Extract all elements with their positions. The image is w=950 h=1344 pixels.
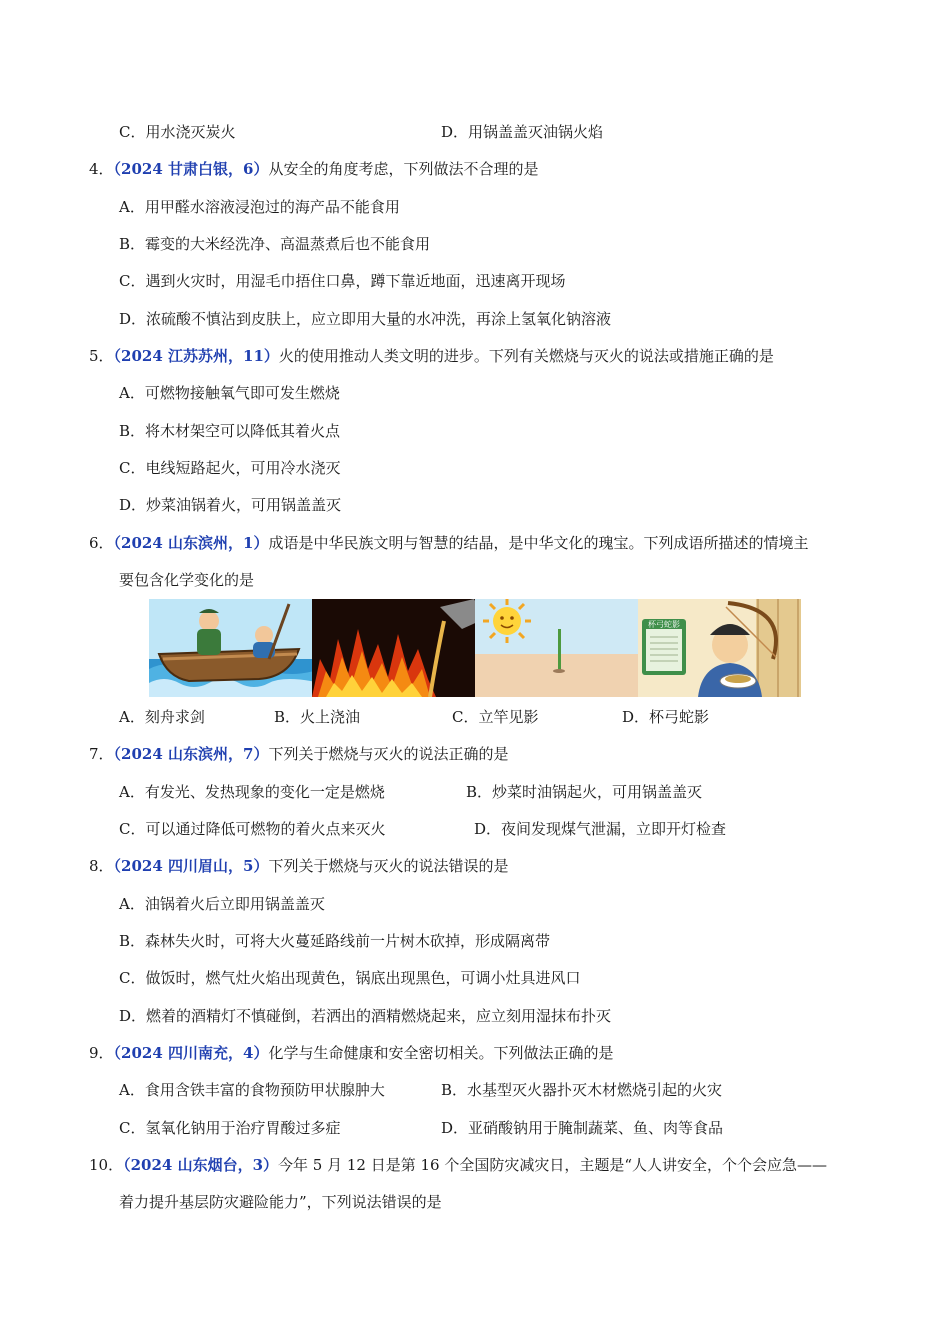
question-number: 7． (89, 745, 114, 763)
question-8 (89, 856, 508, 876)
question-4 (89, 159, 538, 179)
q5-option-d: D．炒菜油锅着火，可用锅盖盖灭 (119, 496, 342, 514)
q9-option-b: B．水基型灭火器扑灭木材燃烧引起的火灾 (441, 1081, 723, 1099)
q8-option-a: A．油锅着火后立即用锅盖盖灭 (119, 895, 325, 913)
q3-option-c: C．用水浇灭炭火 (119, 123, 236, 141)
q7-option-b: B．炒菜时油锅起火，可用锅盖盖灭 (466, 783, 703, 801)
q6-option-d: D．杯弓蛇影 (622, 708, 710, 726)
q7-option-c: C．可以通过降低可燃物的着火点来灭火 (119, 820, 386, 838)
question-source: （2024 山东滨州，1） (113, 534, 269, 552)
bow-snake-image (638, 599, 801, 697)
q6-option-c: C．立竿见影 (452, 708, 539, 726)
q6-option-a: A．刻舟求剑 (119, 708, 205, 726)
q4-option-d: D．浓硫酸不慎沾到皮肤上，应立即用大量的水冲洗，再涂上氢氧化钠溶液 (119, 310, 612, 328)
question-stem: 下列关于燃烧与灭火的说法正确的是 (268, 745, 509, 763)
question-6 (89, 533, 808, 553)
q8-option-b: B．森林失火时，可将大火蔓延路线前一片树木砍掉，形成隔离带 (119, 932, 551, 950)
q7-option-d: D．夜间发现煤气泄漏，立即开灯检查 (474, 820, 727, 838)
question-stem: 从安全的角度考虑，下列做法不合理的是 (268, 160, 539, 178)
question-9 (89, 1043, 613, 1063)
question-number: 10． (89, 1156, 124, 1174)
sun-pole-image (475, 599, 638, 697)
question-source: （2024 甘肃白银，6） (113, 160, 269, 178)
question-source: （2024 江苏苏州，11） (113, 347, 279, 365)
q4-option-b: B．霉变的大米经洗净、高温蒸煮后也不能食用 (119, 235, 431, 253)
question-number: 9． (89, 1044, 114, 1062)
q8-option-c: C．做饭时，燃气灶火焰出现黄色，锅底出现黑色，可调小灶具进风口 (119, 969, 581, 987)
question-10 (89, 1155, 827, 1175)
question-number: 8． (89, 857, 114, 875)
question-number: 6． (89, 534, 114, 552)
question-source: （2024 四川眉山，5） (113, 857, 269, 875)
q9-option-c: C．氢氧化钠用于治疗胃酸过多症 (119, 1119, 341, 1137)
question-6-stem-cont: 要包含化学变化的是 (119, 571, 255, 589)
question-5 (89, 346, 774, 366)
question-number: 5． (89, 347, 114, 365)
q5-option-c: C．电线短路起火，可用冷水浇灭 (119, 459, 341, 477)
q9-option-a: A．食用含铁丰富的食物预防甲状腺肿大 (119, 1081, 385, 1099)
question-source: （2024 四川南充，4） (113, 1044, 269, 1062)
question-stem: 化学与生命健康和安全密切相关。下列做法正确的是 (268, 1044, 614, 1062)
q7-option-a: A．有发光、发热现象的变化一定是燃烧 (119, 783, 385, 801)
q4-option-c: C．遇到火灾时，用湿毛巾捂住口鼻，蹲下靠近地面，迅速离开现场 (119, 272, 566, 290)
image-caption: 杯弓蛇影 (648, 620, 680, 629)
question-stem: 下列关于燃烧与灭火的说法错误的是 (268, 857, 509, 875)
q6-option-b: B．火上浇油 (274, 708, 361, 726)
question-source: （2024 山东烟台，3） (123, 1156, 279, 1174)
question-source: （2024 山东滨州，7） (113, 745, 269, 763)
q8-option-d: D．燃着的酒精灯不慎碰倒，若洒出的酒精燃烧起来，应立刻用湿抹布扑灭 (119, 1007, 612, 1025)
question-stem: 火的使用推动人类文明的进步。下列有关燃烧与灭火的说法或措施正确的是 (278, 347, 774, 365)
q9-option-d: D．亚硝酸钠用于腌制蔬菜、鱼、肉等食品 (441, 1119, 724, 1137)
q5-option-b: B．将木材架空可以降低其着火点 (119, 422, 341, 440)
fire-image (312, 599, 475, 697)
q4-option-a: A．用甲醛水溶液浸泡过的海产品不能食用 (119, 198, 400, 216)
question-stem: 成语是中华民族文明与智慧的结晶，是中华文化的瑰宝。下列成语所描述的情境主 (268, 534, 809, 552)
question-number: 4． (89, 160, 114, 178)
q3-option-d: D．用锅盖盖灭油锅火焰 (441, 123, 604, 141)
idiom-images (149, 599, 801, 697)
question-stem: 今年 5 月 12 日是第 16 个全国防灾减灾日，主题是“人人讲安全，个个会应急—— (278, 1156, 828, 1174)
boat-image (149, 599, 312, 697)
q5-option-a: A．可燃物接触氧气即可发生燃烧 (119, 384, 340, 402)
question-10-stem-cont: 着力提升基层防灾避险能力”，下列说法错误的是 (119, 1193, 442, 1211)
question-7 (89, 744, 508, 764)
